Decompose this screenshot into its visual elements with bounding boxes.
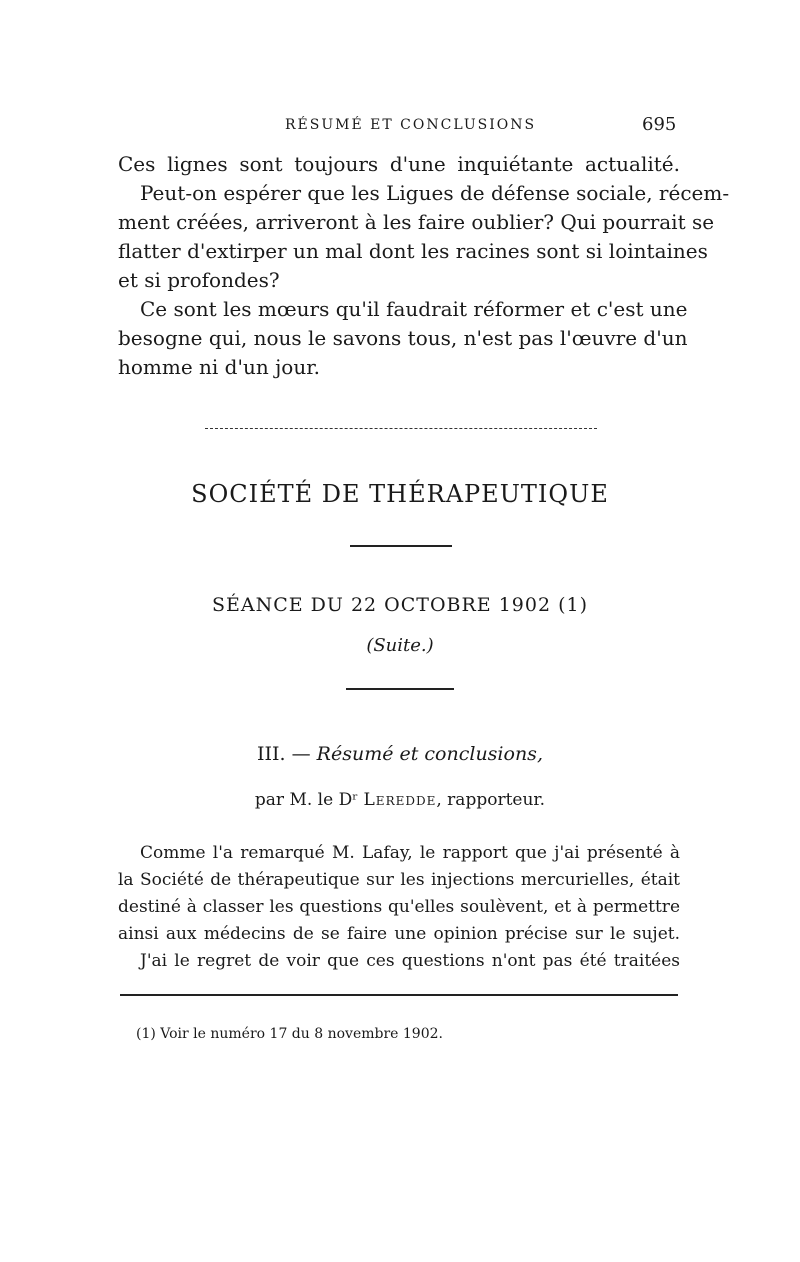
byline-prefix: par M. le Dʳ (254, 790, 359, 810)
title-rule (350, 545, 452, 547)
text-line: la Société de thérapeutique sur les injections mercurielles, était (118, 870, 680, 890)
text-line: Ces lignes sont toujours d'une inquiétante actualité. (118, 152, 680, 176)
section-number: III. — (257, 743, 311, 765)
section-title: Résumé et conclusions, (316, 743, 543, 765)
seance-heading: SÉANCE DU 22 OCTOBRE 1902 (1) (211, 594, 589, 616)
text-line: destiné à classer les questions qu'elles soulèvent, et à permettre (118, 897, 680, 917)
text-line: Peut-on espérer que les Ligues de défense sociale, récem- (140, 181, 730, 205)
text-line: et si profondes? (118, 268, 280, 292)
text-line: homme ni d'un jour. (118, 355, 320, 379)
byline (0, 790, 800, 810)
body-paragraph (118, 840, 680, 975)
text-line: J'ai le regret de voir que ces questions n'ont pas été traitées (140, 951, 680, 971)
text-line: Ce sont les mœurs qu'il faudrait réformer et c'est une (140, 297, 688, 321)
text-line: besogne qui, nous le savons tous, n'est pas l'œuvre d'un (118, 326, 688, 350)
section-heading (0, 743, 800, 765)
society-title: SOCIÉTÉ DE THÉRAPEUTIQUE (191, 480, 609, 508)
page-number: 695 (642, 114, 677, 135)
intro-paragraph (118, 150, 730, 382)
footnote: (1) Voir le numéro 17 du 8 novembre 1902. (136, 1026, 443, 1042)
byline-suffix: , rapporteur. (436, 790, 546, 810)
seance-rule (346, 688, 454, 690)
text-line: ment créées, arriveront à les faire oublier? Qui pourrait se (118, 210, 715, 234)
text-line: Comme l'a remarqué M. Lafay, le rapport que j'ai présenté à (140, 843, 680, 863)
author-name: Leredde (363, 790, 437, 810)
text-line: ainsi aux médecins de se faire une opinion précise sur le sujet. (118, 924, 680, 944)
running-title: RÉSUMÉ ET CONCLUSIONS (285, 117, 537, 133)
suite-label: (Suite.) (366, 635, 434, 656)
text-line: flatter d'extirper un mal dont les racines sont si lointaines (118, 239, 708, 263)
footnote-rule (120, 994, 678, 996)
section-separator (205, 428, 597, 429)
